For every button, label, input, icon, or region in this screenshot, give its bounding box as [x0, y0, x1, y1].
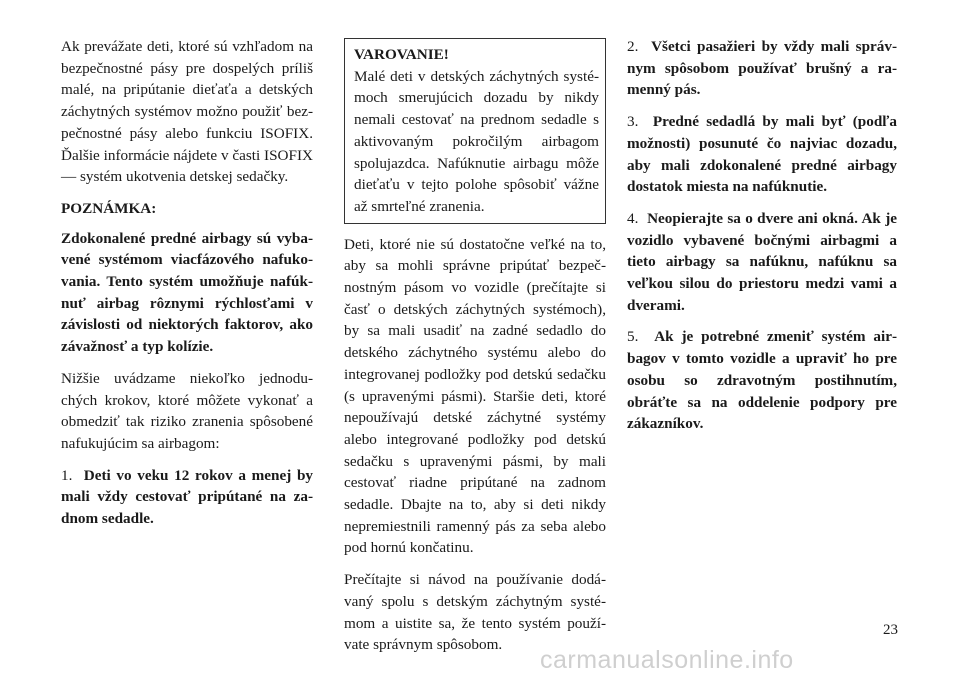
step-2-text: Všetci pasažieri by vždy mali správnym spôsobom používať brušný a ramenný pás.	[627, 38, 898, 99]
warning-text: Malé deti v detských záchytných systémoch smerujúcich dozadu by nikdy nemali cestovať na prednom sedadle s aktivovaným pokročilým airbagom spolujazdca. Nafúknutie airbagu môže dieťaťu v tejto polohe spôsobiť vážne až smrteľné zranenia.	[354, 67, 599, 215]
step-5	[627, 326, 897, 435]
steps-intro: Nižšie uvádzame niekoľko jednoduchých krokov, ktoré môžete vykonať a obmedziť tak riziko zranenia spôsobené nafukujúcim sa airbagom:	[61, 369, 313, 452]
step-4	[627, 208, 897, 317]
step-3-number: 3.	[627, 113, 639, 131]
step-3	[627, 111, 897, 198]
note-heading: POZNÁMKA:	[61, 199, 157, 217]
warning-box	[344, 38, 606, 224]
step-5-number: 5.	[627, 328, 639, 346]
warning-title: VAROVANIE!	[354, 46, 449, 63]
column-right	[627, 36, 897, 445]
column-left	[61, 36, 313, 540]
intro-paragraph: Ak prevážate deti, ktoré sú vzhľadom na bezpečnostné pásy pre dospelých príliš malé, na pripútanie dieťaťa a detských záchytných systémov možno použiť bezpečnostné pásy alebo funkciu ISOFIX. Ďalšie informácie nájdete v časti ISOFIX — systém ukotvenia detskej sedačky.	[61, 38, 313, 186]
note-text: Zdokonalené predné airbagy sú vybavené systémom viacfázového nafukovania. Tento systém umožňuje nafúknuť airbag rôznymi rýchlosťami v závislosti od niektorých faktorov, ako závažnosť a typ kolízie.	[61, 229, 313, 356]
step-1-number: 1.	[61, 466, 73, 484]
step-2	[627, 36, 897, 101]
manual-paragraph: Prečítajte si návod na používanie dodávaný spolu s detským záchytným systémom a uistite sa, že tento systém používate správnym spôsobom.	[344, 571, 606, 654]
step-1	[61, 465, 313, 530]
step-4-text: Neopierajte sa o dvere ani okná. Ak je vozidlo vybavené bočnými airbagmi a tieto airbagy sa nafúknu, nafúknu sa veľkou silou do priestoru medzi vami a dverami.	[627, 209, 898, 314]
column-middle	[344, 38, 606, 666]
step-1-text: Deti vo veku 12 rokov a menej by mali vždy cestovať pripútané na zadnom sedadle.	[61, 466, 313, 528]
step-2-number: 2.	[627, 38, 639, 55]
watermark: carmanualsonline.info	[540, 646, 794, 674]
step-5-text: Ak je potrebné zmeniť systém airbagov v tomto vozidle a upraviť ho pre osobu so zdravotným postihnutím, obráťte sa na oddelenie podpory pre zákazníkov.	[627, 328, 897, 433]
step-4-number: 4.	[627, 209, 639, 227]
page-number: 23	[883, 622, 898, 638]
step-3-text: Predné sedadlá by mali byť (podľa možnosti) posunuté čo najviac dozadu, aby mali zdokonalené predné airbagy dostatok miesta na nafúknutie.	[627, 113, 898, 196]
children-seating-paragraph: Deti, ktoré nie sú dostatočne veľké na to, aby sa mohli správne pripútať bezpečnostným pásom vo vozidle (prečítajte si časť o detských záchytných systémoch), by sa mali usadiť na zadné sedadlo do detského záchytného systému alebo do integrovanej podložky pod detskú sedačku (s upravenými pásmi). Staršie deti, ktoré nepoužívajú detské záchytné systémy alebo integrované podložky pod detskú sedačku s upravenými pásmi, by mali cestovať riadne pripútané na zadnom sedadle. Dbajte na to, aby si deti nikdy nepremiestnili ramenný pás za seba alebo pod hornú končatinu.	[344, 235, 606, 557]
